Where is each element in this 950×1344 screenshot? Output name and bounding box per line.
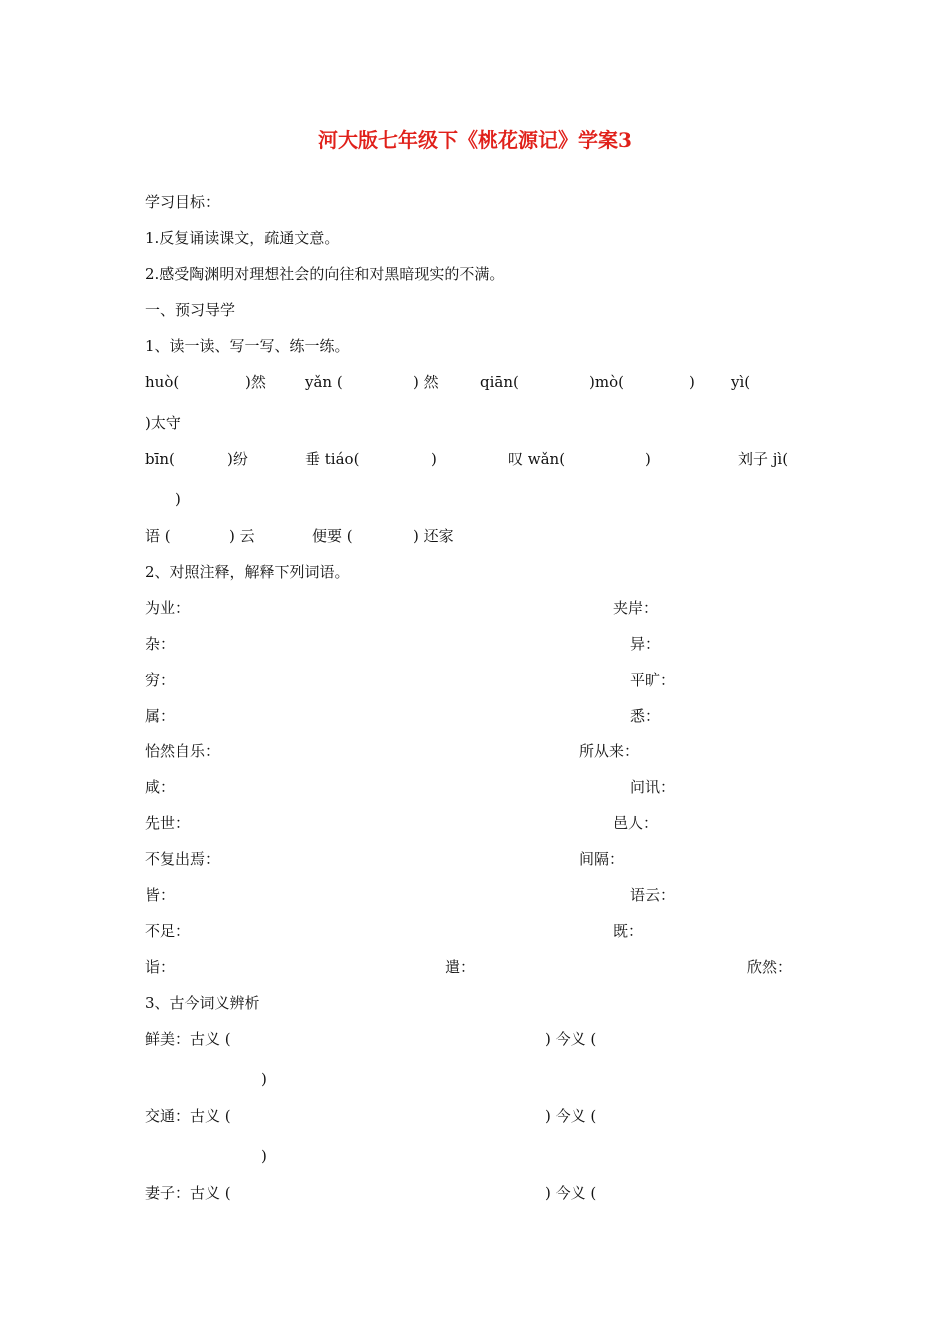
term-label: 遣：	[445, 958, 476, 976]
term-label: 欣然：	[747, 958, 793, 976]
objective-2: 2.感受陶渊明对理想社会的向往和对黑暗现实的不满。	[145, 265, 505, 283]
q2-heading: 2、对照注释，解释下列词语。	[145, 563, 350, 581]
pinyin-item: )太守	[145, 414, 181, 432]
pinyin-item: bīn(	[145, 450, 175, 468]
term-label: 间隔：	[579, 850, 625, 868]
q3-heading: 3、古今词义辨析	[145, 994, 260, 1012]
pinyin-item: 语 (	[145, 527, 171, 545]
term-label: 夹岸：	[613, 599, 659, 617]
pinyin-item: )纷	[227, 450, 248, 468]
meaning-item: ) 今义 (	[545, 1107, 597, 1125]
pinyin-item: 刘子 jì(	[738, 450, 789, 468]
pinyin-item: )mò(	[589, 373, 624, 391]
pinyin-item: )	[431, 450, 437, 468]
term-label: 属：	[145, 707, 176, 725]
meaning-item: )	[261, 1070, 267, 1088]
pinyin-item: huò(	[145, 373, 180, 391]
term-label: 穷：	[145, 671, 176, 689]
pinyin-item: ) 然	[413, 373, 439, 391]
objective-1: 1.反复诵读课文，疏通文意。	[145, 229, 340, 247]
pinyin-item: ) 云	[229, 527, 255, 545]
pinyin-item: ) 还家	[413, 527, 454, 545]
meaning-item: )	[261, 1147, 267, 1165]
meaning-item: 鲜美：古义 (	[145, 1030, 231, 1048]
term-label: 不复出焉：	[145, 850, 221, 868]
objectives-heading: 学习目标：	[145, 193, 221, 211]
pinyin-item: yì(	[731, 373, 751, 391]
term-label: 诣：	[145, 958, 176, 976]
pinyin-item: 垂 tiáo(	[305, 450, 360, 468]
term-label: 先世：	[145, 814, 191, 832]
pinyin-item: )	[175, 490, 181, 508]
meaning-item: ) 今义 (	[545, 1184, 597, 1202]
term-label: 异：	[630, 635, 661, 653]
q1-heading: 1、读一读、写一写、练一练。	[145, 337, 350, 355]
term-label: 语云：	[630, 886, 676, 904]
term-label: 所从来：	[579, 742, 640, 760]
pinyin-item: )	[689, 373, 695, 391]
page-title: 河大版七年级下《桃花源记》学案3	[318, 128, 632, 152]
meaning-item: ) 今义 (	[545, 1030, 597, 1048]
term-label: 不足：	[145, 922, 191, 940]
term-label: 杂：	[145, 635, 176, 653]
term-label: 邑人：	[613, 814, 659, 832]
meaning-item: 交通：古义 (	[145, 1107, 231, 1125]
term-label: 悉：	[630, 707, 661, 725]
term-label: 既：	[613, 922, 644, 940]
pinyin-item: )然	[245, 373, 266, 391]
term-label: 咸：	[145, 778, 176, 796]
term-label: 为业：	[145, 599, 191, 617]
pinyin-item: 叹 wǎn(	[508, 450, 566, 468]
section1-heading: 一、预习导学	[145, 301, 236, 319]
term-label: 皆：	[145, 886, 176, 904]
pinyin-item: 便要 (	[312, 527, 353, 545]
term-label: 平旷：	[630, 671, 676, 689]
term-label: 问讯：	[630, 778, 676, 796]
term-label: 怡然自乐：	[145, 742, 221, 760]
pinyin-item: yǎn (	[305, 373, 343, 391]
meaning-item: 妻子：古义 (	[145, 1184, 231, 1202]
pinyin-item: qiān(	[480, 373, 519, 391]
pinyin-item: )	[645, 450, 651, 468]
